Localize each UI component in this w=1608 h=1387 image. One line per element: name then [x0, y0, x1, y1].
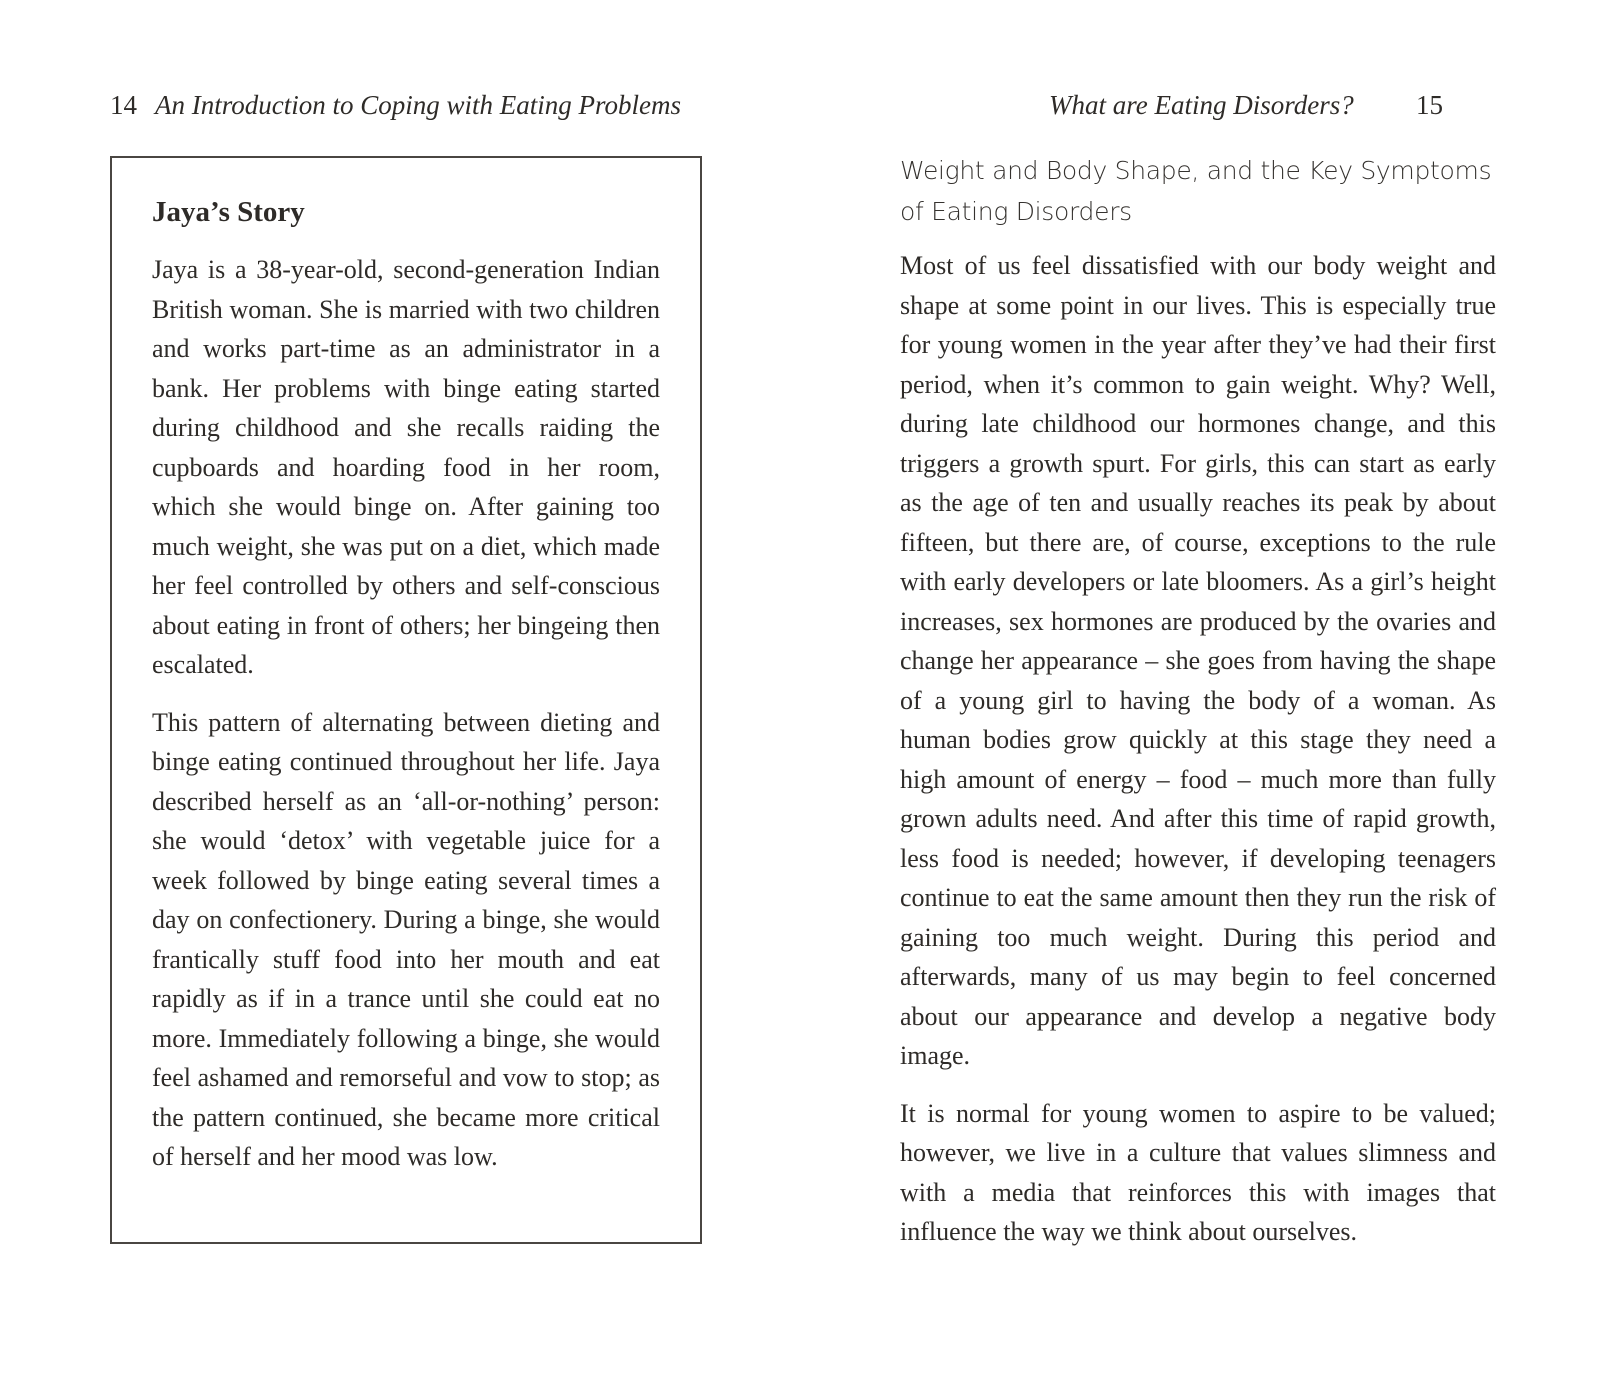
body-paragraph-1: Most of us feel dissatisfied with our body weight and shape at some point in our lives. This is especially true for young women in the year after they’ve had their first period, when it’s common to gain weight. Why? Well, during late childhood our hormones change, and this triggers a growth spurt. For girls, this can start as early as the age of ten and usually reaches its peak by about fifteen, but there are, of course, exceptions to the rule with early developers or late bloomers. As a girl’s height increases, sex hormones are produced by the ovaries and change her appearance – she goes from having the shape of a young girl to having the body of a woman. As human bodies grow quickly at this stage they need a high amount of energy – food – much more than fully grown adults need. And after this time of rapid growth, less food is needed; however, if developing teenagers continue to eat the same amount then they run the risk of gaining too much weight. During this period and afterwards, many of us may begin to feel concerned about our appearance and develop a negative body image. — [900, 251, 1496, 1070]
right-page-number: 15 — [1416, 90, 1443, 120]
left-running-header — [110, 88, 681, 122]
story-box — [110, 156, 702, 1244]
right-running-title: What are Eating Disorders? — [1049, 90, 1354, 120]
story-paragraph-2: This pattern of alternating between dieting and binge eating continued throughout her life. Jaya described herself as an ‘all-or-nothing’ person: she would ‘detox’ with vegetable juice for a week followed by binge eating several times a day on confectionery. During a binge, she would frantically stuff food into her mouth and eat rapidly as if in a trance until she could eat no more. Immediately following a binge, she would feel ashamed and remorseful and vow to stop; as the pattern continued, she became more critical of herself and her mood was low. — [152, 707, 660, 1171]
story-paragraph-1: Jaya is a 38-year-old, second-generation Indian British woman. She is married with two children and works part-time as an administrator in a bank. Her problems with binge eating started during childhood and she recalls raiding the cupboards and hoarding food in her room, which she would binge on. After gaining too much weight, she was put on a diet, which made her feel controlled by others and self-conscious about eating in front of others; her bingeing then escalated. — [152, 255, 660, 679]
right-body — [900, 150, 1496, 1270]
right-page — [804, 0, 1608, 1387]
section-heading: Weight and Body Shape, and the Key Symptoms of Eating Disorders — [900, 156, 1492, 226]
story-title: Jaya’s Story — [152, 196, 305, 228]
left-page-number: 14 — [110, 90, 137, 120]
left-running-title: An Introduction to Coping with Eating Problems — [155, 90, 681, 120]
body-paragraph-2: It is normal for young women to aspire to be valued; however, we live in a culture that values slimness and with a media that reinforces this with images that influence the way we think about ourselves. — [900, 1098, 1496, 1246]
